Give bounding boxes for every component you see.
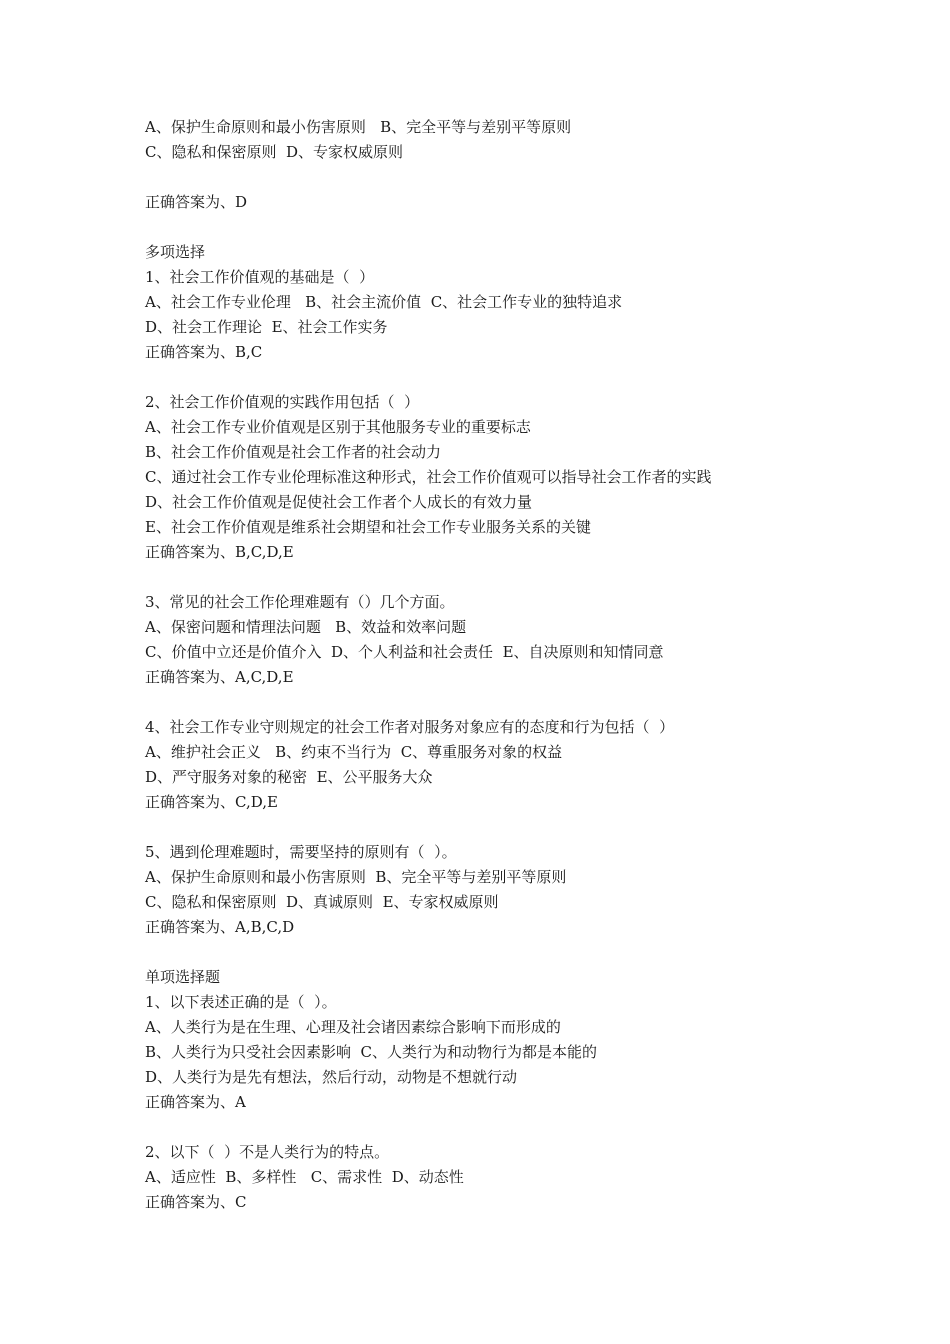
option-line: B、社会工作价值观是社会工作者的社会动力	[145, 443, 442, 461]
answer-line: 正确答案为、C	[145, 1193, 247, 1211]
text-line: C、隐私和保密原则 D、专家权威原则	[145, 143, 404, 161]
option-line: A、保密问题和情理法问题 B、效益和效率问题	[145, 618, 467, 636]
question-line: 2、社会工作价值观的实践作用包括（ ）	[145, 393, 420, 411]
blank-line	[145, 365, 905, 390]
option-line: D、社会工作理论 E、社会工作实务	[145, 318, 388, 336]
option-line: B、人类行为只受社会因素影响 C、人类行为和动物行为都是本能的	[145, 1043, 598, 1061]
blank-line	[145, 690, 905, 715]
question-line: 5、遇到伦理难题时，需要坚持的原则有（ ）。	[145, 843, 457, 861]
option-line: C、隐私和保密原则 D、真诚原则 E、专家权威原则	[145, 893, 499, 911]
option-line: D、人类行为是先有想法，然后行动，动物是不想就行动	[145, 1068, 518, 1086]
option-line: A、社会工作专业伦理 B、社会主流价值 C、社会工作专业的独特追求	[145, 293, 623, 311]
answer-line: 正确答案为、D	[145, 193, 248, 211]
answer-line: 正确答案为、B,C,D,E	[145, 543, 294, 561]
answer-line: 正确答案为、A,C,D,E	[145, 668, 294, 686]
blank-line	[145, 940, 905, 965]
option-line: A、社会工作专业价值观是区别于其他服务专业的重要标志	[145, 418, 531, 436]
option-line: A、人类行为是在生理、心理及社会诸因素综合影响下而形成的	[145, 1018, 561, 1036]
blank-line	[145, 815, 905, 840]
blank-line	[145, 1115, 905, 1140]
option-line: C、通过社会工作专业伦理标准这种形式，社会工作价值观可以指导社会工作者的实践	[145, 468, 712, 486]
option-line: D、社会工作价值观是促使社会工作者个人成长的有效力量	[145, 493, 533, 511]
section-heading: 单项选择题	[145, 968, 221, 986]
option-line: A、维护社会正义 B、约束不当行为 C、尊重服务对象的权益	[145, 743, 563, 761]
answer-line: 正确答案为、B,C	[145, 343, 263, 361]
document-page	[145, 115, 905, 1215]
question-line: 3、常见的社会工作伦理难题有（）几个方面。	[145, 593, 455, 611]
text-line: A、保护生命原则和最小伤害原则 B、完全平等与差别平等原则	[145, 118, 572, 136]
blank-line	[145, 215, 905, 240]
answer-line: 正确答案为、C,D,E	[145, 793, 278, 811]
option-line: D、严守服务对象的秘密 E、公平服务大众	[145, 768, 433, 786]
question-line: 1、社会工作价值观的基础是（ ）	[145, 268, 375, 286]
question-line: 1、以下表述正确的是（ ）。	[145, 993, 337, 1011]
option-line: C、价值中立还是价值介入 D、个人利益和社会责任 E、自决原则和知情同意	[145, 643, 664, 661]
answer-line: 正确答案为、A	[145, 1093, 246, 1111]
option-line: A、保护生命原则和最小伤害原则 B、完全平等与差别平等原则	[145, 868, 567, 886]
blank-line	[145, 165, 905, 190]
option-line: A、适应性 B、多样性 C、需求性 D、动态性	[145, 1168, 464, 1186]
option-line: E、社会工作价值观是维系社会期望和社会工作专业服务关系的关键	[145, 518, 591, 536]
question-line: 2、以下（ ）不是人类行为的特点。	[145, 1143, 390, 1161]
answer-line: 正确答案为、A,B,C,D	[145, 918, 295, 936]
section-heading: 多项选择	[145, 243, 206, 261]
question-line: 4、社会工作专业守则规定的社会工作者对服务对象应有的态度和行为包括（ ）	[145, 718, 675, 736]
blank-line	[145, 565, 905, 590]
